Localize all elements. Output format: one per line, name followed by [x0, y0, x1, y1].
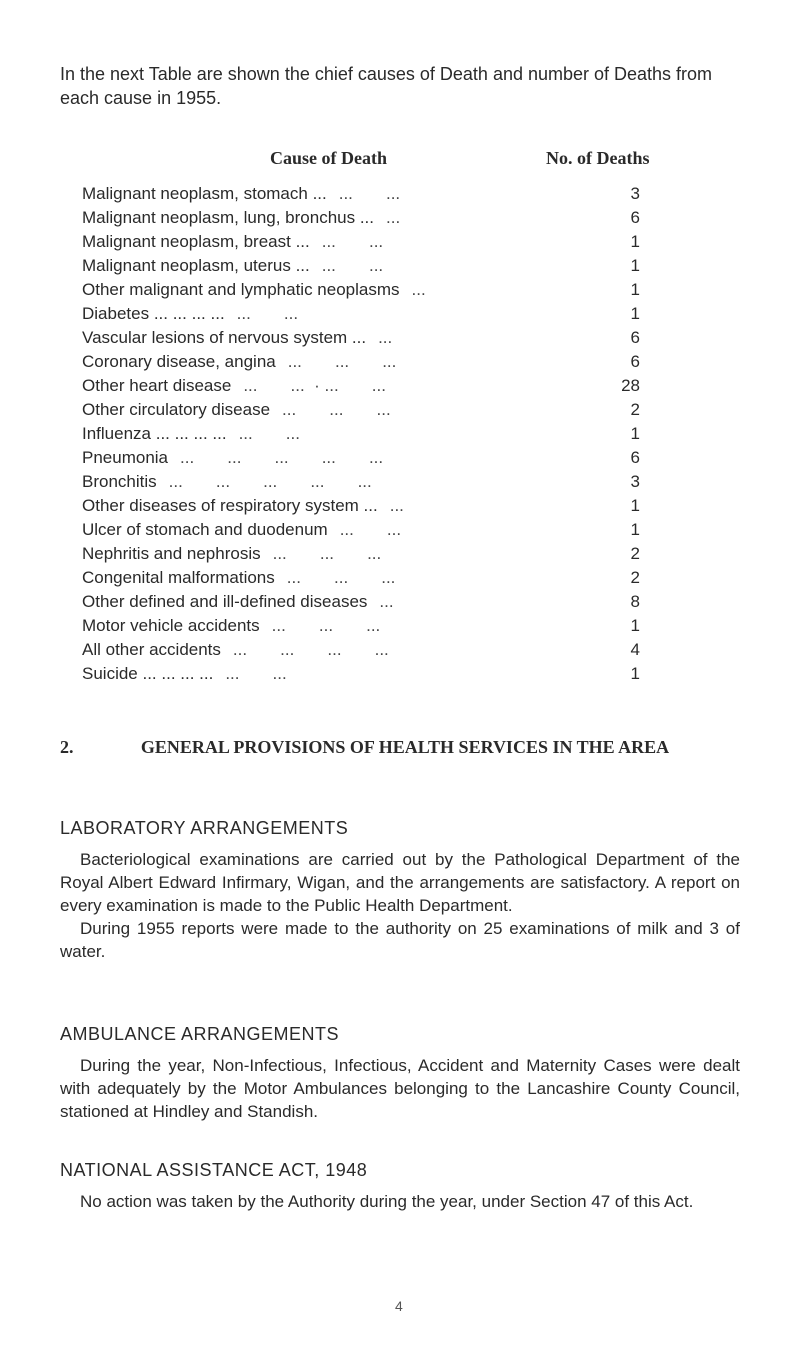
leader-dots: ... ... ... ... ...: [168, 472, 372, 491]
cause-of-death: Nephritis and nephrosis: [82, 544, 261, 563]
cause-of-death: Diabetes ... ... ... ...: [82, 304, 225, 323]
table-row: [82, 662, 640, 686]
table-row: [82, 278, 640, 302]
table-row: [82, 446, 640, 470]
death-count: 1: [630, 304, 640, 323]
death-count: 3: [630, 184, 640, 203]
national-assistance-text: [60, 1190, 740, 1213]
leader-dots: ... ...: [339, 520, 402, 539]
death-count: 1: [630, 664, 640, 683]
death-count: 1: [630, 496, 640, 515]
death-count: 6: [630, 448, 640, 467]
ambulance-heading: AMBULANCE ARRANGEMENTS: [60, 1024, 340, 1044]
cause-of-death: Congenital malformations: [82, 568, 275, 587]
table-row: [82, 542, 640, 566]
table-row: [82, 182, 640, 206]
leader-dots: ... ... ...: [271, 616, 381, 635]
death-count: 28: [621, 376, 640, 395]
leader-dots: ...: [378, 328, 393, 347]
section-number: 2.: [60, 737, 74, 757]
leader-dots: ... ...: [321, 232, 384, 251]
table-row: [82, 254, 640, 278]
leader-dots: ... ... ... ...: [232, 640, 389, 659]
death-count: 1: [630, 424, 640, 443]
ambulance-text: [60, 1054, 740, 1123]
cause-of-death: Ulcer of stomach and duodenum: [82, 520, 328, 539]
death-count: 6: [630, 208, 640, 227]
intro-paragraph: In the next Table are shown the chief causes of Death and number of Deaths from each cause in 1955.: [60, 64, 713, 108]
table-row: [82, 230, 640, 254]
laboratory-paragraph-2: During 1955 reports were made to the authority on 25 examinations of milk and 3 of water.: [60, 919, 740, 961]
death-count: 1: [630, 520, 640, 539]
leader-dots: ... ...: [236, 304, 299, 323]
cause-of-death: Other heart disease: [82, 376, 232, 395]
ambulance-paragraph-1: During the year, Non-Infectious, Infectious, Accident and Maternity Cases were dealt with adequately by the Motor Ambulances belonging to the Lancashire County Council, stationed at Hindley and Standish.: [60, 1056, 740, 1121]
cause-of-death: Other diseases of respiratory system ...: [82, 496, 378, 515]
death-count: 2: [630, 568, 640, 587]
cause-of-death: Other circulatory disease: [82, 400, 271, 419]
laboratory-paragraph-1: Bacteriological examinations are carried out by the Pathological Department of the Royal Albert Edward Infirmary, Wigan, and the arrangements are satisfactory. A report on every examination is made to the Public Health Department.: [60, 850, 740, 915]
leader-dots: ... ... · ... ...: [243, 376, 386, 395]
table-row: [82, 470, 640, 494]
cause-of-death: Other defined and ill-defined diseases: [82, 592, 368, 611]
cause-of-death: Suicide ... ... ... ...: [82, 664, 214, 683]
table-row: [82, 302, 640, 326]
death-count: 3: [630, 472, 640, 491]
cause-of-death: Vascular lesions of nervous system ...: [82, 328, 367, 347]
cause-of-death: All other accidents: [82, 640, 221, 659]
laboratory-text: [60, 848, 740, 963]
table-row: [82, 614, 640, 638]
cause-of-death: Influenza ... ... ... ...: [82, 424, 227, 443]
table-row: [82, 422, 640, 446]
death-count: 8: [630, 592, 640, 611]
leader-dots: ... ...: [238, 424, 300, 443]
leader-dots: ...: [411, 280, 426, 299]
table-row: [82, 638, 640, 662]
leader-dots: ...: [389, 496, 404, 515]
table-header-number: No. of Deaths: [546, 148, 650, 168]
death-count: 6: [630, 352, 640, 371]
cause-of-death: Coronary disease, angina: [82, 352, 276, 371]
table-row: [82, 350, 640, 374]
cause-of-death: Other malignant and lymphatic neoplasms: [82, 280, 400, 299]
cause-of-death: Bronchitis: [82, 472, 157, 491]
table-row: [82, 518, 640, 542]
leader-dots: ... ...: [225, 664, 287, 683]
leader-dots: ... ... ...: [286, 568, 396, 587]
death-count: 1: [630, 616, 640, 635]
cause-of-death: Malignant neoplasm, uterus ...: [82, 256, 310, 275]
page-number: 4: [395, 1298, 403, 1314]
death-count: 1: [630, 256, 640, 275]
section-title-text: GENERAL PROVISIONS OF HEALTH SERVICES IN THE AREA: [140, 737, 670, 757]
national-assistance-paragraph-1: No action was taken by the Authority during the year, under Section 47 of this Act.: [80, 1192, 694, 1211]
death-count: 2: [630, 544, 640, 563]
death-count: 6: [630, 328, 640, 347]
table-row: [82, 590, 640, 614]
leader-dots: ...: [386, 208, 401, 227]
leader-dots: ... ... ...: [282, 400, 391, 419]
deaths-table: [82, 182, 640, 686]
section-heading: [60, 734, 750, 761]
leader-dots: ... ... ...: [287, 352, 397, 371]
cause-of-death: Malignant neoplasm, breast ...: [82, 232, 310, 251]
death-count: 4: [630, 640, 640, 659]
leader-dots: ... ...: [338, 184, 401, 203]
death-count: 1: [630, 280, 640, 299]
table-row: [82, 326, 640, 350]
cause-of-death: Motor vehicle accidents: [82, 616, 260, 635]
death-count: 2: [630, 400, 640, 419]
death-count: 1: [630, 232, 640, 251]
cause-of-death: Malignant neoplasm, stomach ...: [82, 184, 327, 203]
leader-dots: ... ...: [321, 256, 384, 275]
leader-dots: ... ... ...: [272, 544, 382, 563]
cause-of-death: Malignant neoplasm, lung, bronchus ...: [82, 208, 375, 227]
table-row: [82, 374, 640, 398]
laboratory-heading: LABORATORY ARRANGEMENTS: [60, 818, 349, 838]
table-row: [82, 566, 640, 590]
cause-of-death: Pneumonia: [82, 448, 169, 467]
table-row: [82, 206, 640, 230]
leader-dots: ... ... ... ... ...: [180, 448, 384, 467]
leader-dots: ...: [379, 592, 394, 611]
table-row: [82, 494, 640, 518]
national-assistance-heading: NATIONAL ASSISTANCE ACT, 1948: [60, 1160, 368, 1180]
table-header-cause: Cause of Death: [270, 148, 387, 168]
table-row: [82, 398, 640, 422]
